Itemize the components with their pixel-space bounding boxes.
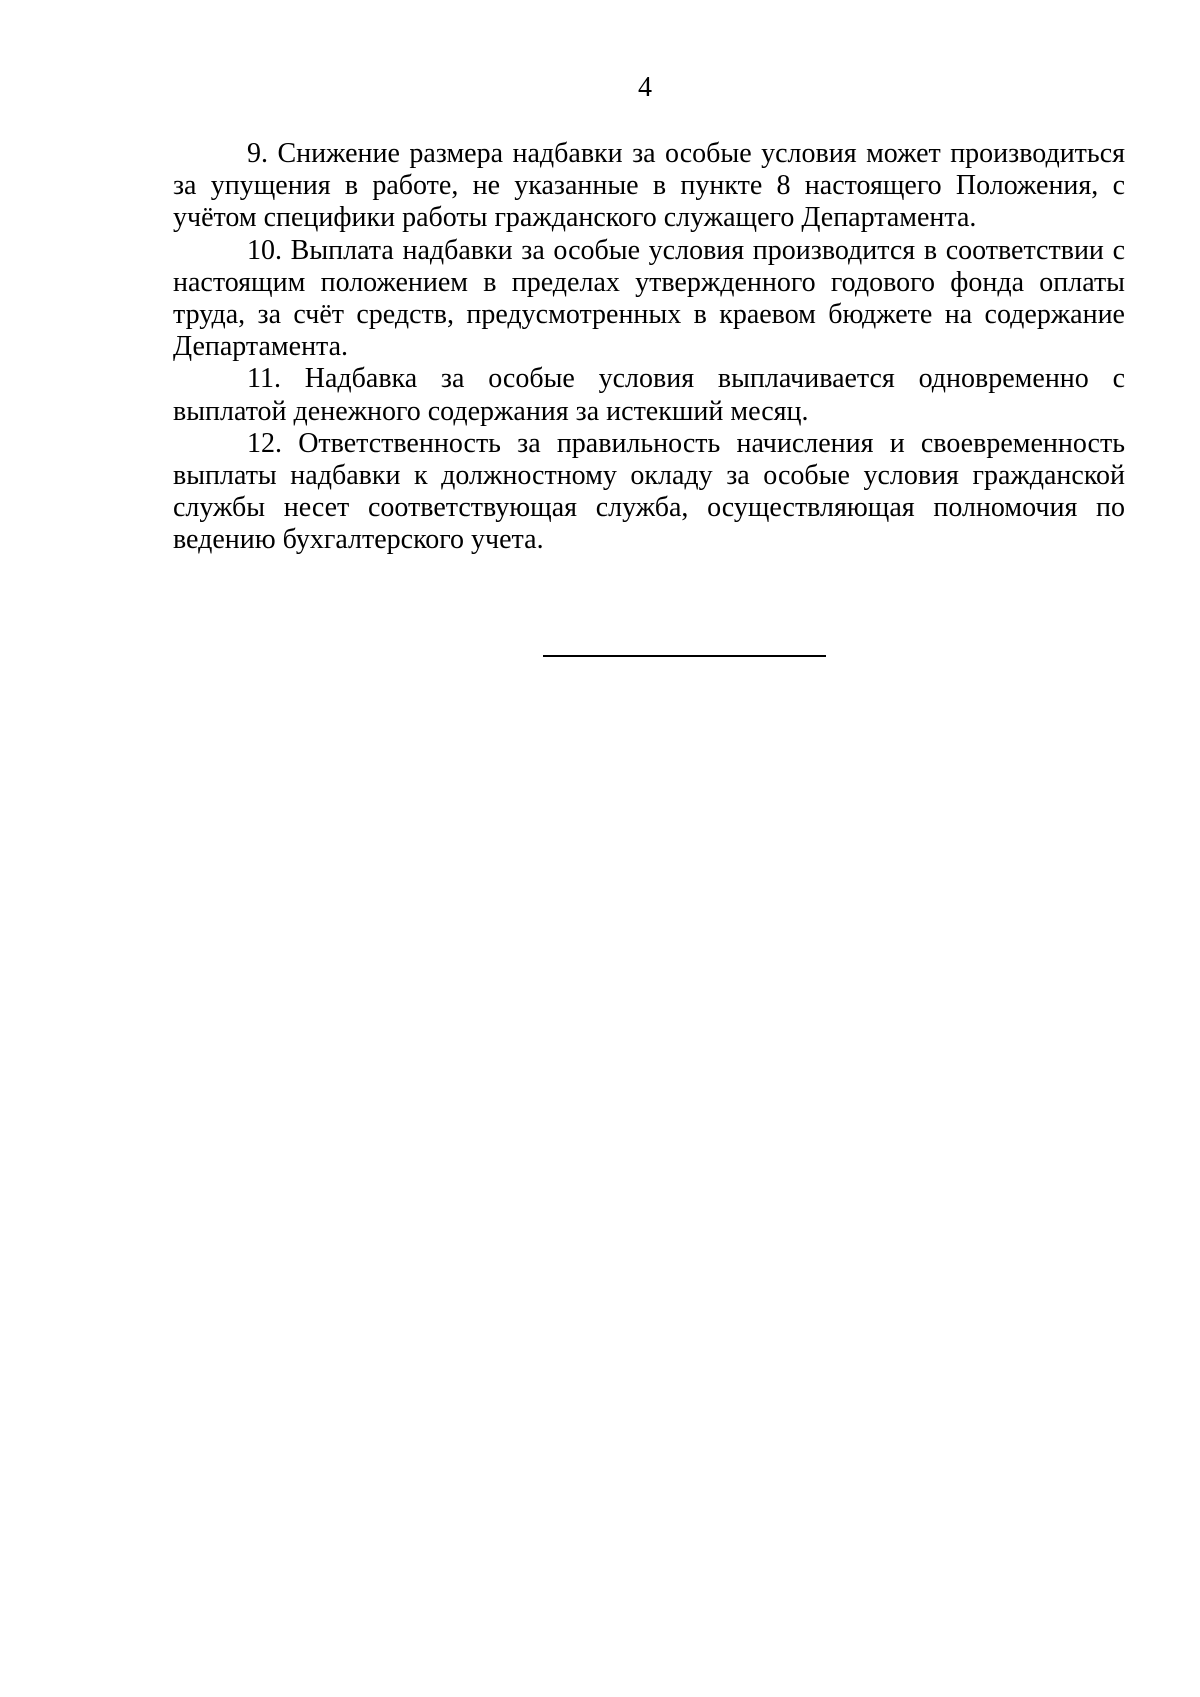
document-body <box>173 138 1125 557</box>
paragraph-12: 12. Ответственность за правильность начисления и своевременность выплаты надбавки к должностному окладу за особые условия гражданской службы несет соответствующая служба, осуществляющая полномочия по ведению бухгалтерского учета. <box>173 427 1125 556</box>
document-end-rule <box>543 655 826 657</box>
paragraph-10: 10. Выплата надбавки за особые условия производится в соответствии с настоящим положением в пределах утвержденного годового фонда оплаты труда, за счёт средств, предусмотренных в краевом бюджете на содержание Департамента. <box>173 234 1125 363</box>
paragraph-9: 9. Снижение размера надбавки за особые условия может производиться за упущения в работе, не указанные в пункте 8 настоящего Положения, с учётом специфики работы гражданского служащего Департамента. <box>173 138 1125 234</box>
page-number: 4 <box>638 72 652 103</box>
paragraph-11: 11. Надбавка за особые условия выплачивается одновременно с выплатой денежного содержания за истекший месяц. <box>173 363 1125 427</box>
